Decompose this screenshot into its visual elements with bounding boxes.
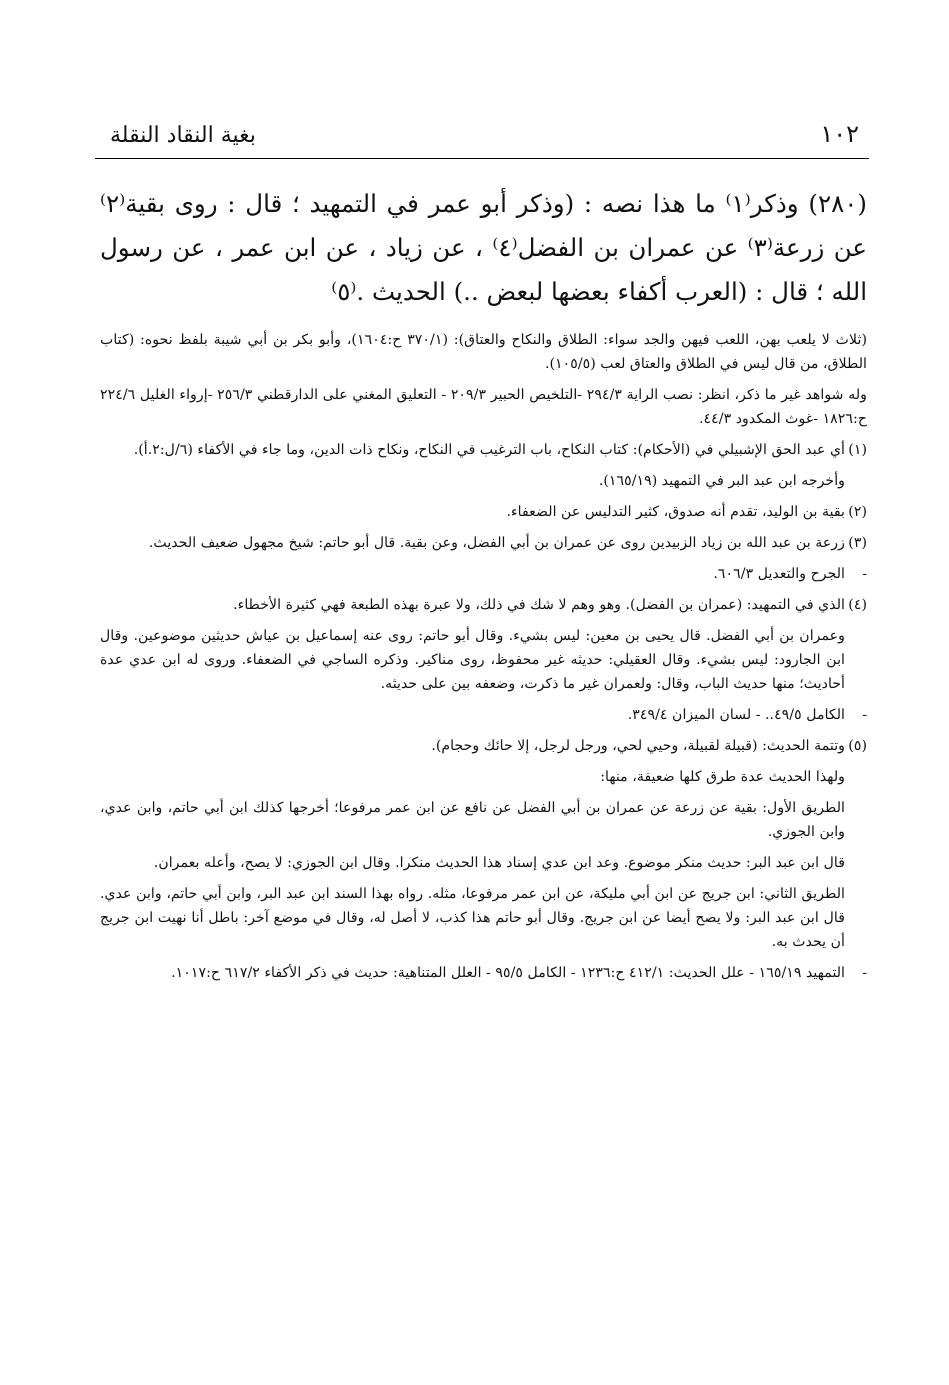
footnote-item <box>100 624 867 696</box>
footnote-item <box>100 383 867 431</box>
footnote-marker: (٥) <box>848 738 867 754</box>
footnote-marker: (١) <box>848 442 867 458</box>
footnotes-section <box>100 328 867 992</box>
footnote-marker: (٢) <box>848 504 867 520</box>
footnote-text: أي عبد الحق الإشبيلي في (الأحكام): كتاب النكاح، باب الترغيب في النكاح، ونكاح ذات الدين، وما جاء في الأكفاء (٦/ل:٢.أ). <box>133 442 845 458</box>
footnote-item <box>100 438 867 462</box>
footnote-item <box>100 531 867 555</box>
footnote-item <box>100 734 867 758</box>
footnote-item <box>100 703 867 727</box>
footnote-text: الطريق الثاني: ابن جريج عن ابن أبي مليكة، عن ابن عمر مرفوعا، مثله. رواه بهذا السند ابن عبد البر، وابن أبي حاتم، وابن عدي. قال ابن عبد البر: ولا يصح أيضا عن ابن جريج. وقال أبو حاتم هذا كذب، لا أصل له، وقال في موضع آخر: باطل أنا نهيت ابن جريج أن يحدث به. <box>100 886 845 950</box>
footnote-item <box>100 961 867 985</box>
header-rule <box>95 158 869 159</box>
footnote-text: وتتمة الحديث: (قبيلة لقبيلة، وحيي لحي، ورجل لرجل، إلا حائك وحجام). <box>431 738 845 754</box>
footnote-marker: - <box>862 707 867 723</box>
main-text <box>100 182 867 314</box>
footnote-text: الجرح والتعديل ٦٠٦/٣. <box>713 566 845 582</box>
footnote-item <box>100 593 867 617</box>
footnote-item <box>100 500 867 524</box>
footnote-item <box>100 765 867 789</box>
footnote-text: وأخرجه ابن عبد البر في التمهيد (١٦٥/١٩). <box>598 473 845 489</box>
book-title: بغية النقاد النقلة <box>110 123 256 148</box>
footnote-item <box>100 796 867 844</box>
footnote-marker: (٣) <box>848 535 867 551</box>
footnote-item <box>100 328 867 376</box>
footnote-item <box>100 882 867 954</box>
footnote-marker: - <box>862 566 867 582</box>
footnote-item <box>100 562 867 586</box>
footnote-text: (ثلاث لا يلعب بهن، اللعب فيهن والجد سواء: الطلاق والنكاح والعتاق): (٣٧٠/١ ح:١٦٠٤)، وأبو بكر بن أبي شيبة بلفظ نحوه: (كتاب الطلاق، من قال ليس في الطلاق والعتاق لعب (١٠٥/٥). <box>100 332 867 372</box>
footnote-text: الكامل ٤٩/٥.. - لسان الميزان ٣٤٩/٤. <box>627 707 845 723</box>
page-number: ١٠٢ <box>820 120 859 148</box>
footnote-text: التمهيد ١٦٥/١٩ - علل الحديث: ٤١٢/١ ح:١٢٣٦ - الكامل ٩٥/٥ - العلل المتناهية: حديث في ذكر الأكفاء ٦١٧/٢ ح:١٠١٧. <box>171 965 845 981</box>
footnote-text: قال ابن عبد البر: حديث منكر موضوع. وعد ابن عدي إسناد هذا الحديث منكرا. وقال ابن الجوزي: لا يصح، وأعله بعمران. <box>153 855 845 871</box>
footnote-text: بقية بن الوليد، تقدم أنه صدوق، كثير التدليس عن الضعفاء. <box>506 504 845 520</box>
page-header <box>110 110 859 148</box>
footnote-text: زرعة بن عبد الله بن زياد الزبيدين روى عن عمران بن أبي الفضل، وعن بقية. قال أبو حاتم: شيخ مجهول ضعيف الحديث. <box>148 535 845 551</box>
footnote-text: الطريق الأول: بقية عن زرعة عن عمران بن أبي الفضل عن نافع عن ابن عمر مرفوعا؛ أخرجها كذلك ابن أبي حاتم، وابن عدي، وابن الجوزي. <box>100 800 845 840</box>
footnote-marker: (٤) <box>848 597 867 613</box>
footnote-text: ولهذا الحديث عدة طرق كلها ضعيفة، منها: <box>600 769 845 785</box>
footnote-item <box>100 851 867 875</box>
footnote-item <box>100 469 867 493</box>
footnote-text: الذي في التمهيد: (عمران بن الفضل). وهو وهم لا شك في ذلك، ولا عبرة بهذه الطبعة فهي كثيرة الأخطاء. <box>233 597 845 613</box>
footnote-text: وعمران بن أبي الفضل. قال يحيى بن معين: ليس بشيء. وقال أبو حاتم: روى عنه إسماعيل بن عياش حديثين موضوعين. وقال ابن الجارود: ليس بشيء. وقال العقيلي: حديثه غير محفوظ، روى مناكير. وذكره الساجي في الضعفاء. وروى له ابن عدي عدة أحاديث؛ منها حديث الباب، وقال: ولعمران غير ما ذكرت، وضعفه بين على حديثه. <box>100 628 845 692</box>
footnote-text: وله شواهد غير ما ذكر، انظر: نصب الراية ٢٩٤/٣ -التلخيص الحبير ٢٠٩/٣ - التعليق المغني على الدارقطني ٢٥٦/٣ -إرواء الغليل ٢٢٤/٦ ح:١٨٢٦ -غوث المكدود ٤٤/٣. <box>100 387 867 427</box>
footnote-marker: - <box>862 965 867 981</box>
main-paragraph: (٢٨٠) وذكر⁽١⁾ ما هذا نصه : (وذكر أبو عمر في التمهيد ؛ قال : روى بقية⁽٢⁾ عن زرعة⁽٣⁾ عن عمران بن الفضل⁽٤⁾ ، عن زياد ، عن ابن عمر ، عن رسول الله ؛ قال : (العرب أكفاء بعضها لبعض ..) الحديث .⁽٥⁾ <box>100 189 867 306</box>
